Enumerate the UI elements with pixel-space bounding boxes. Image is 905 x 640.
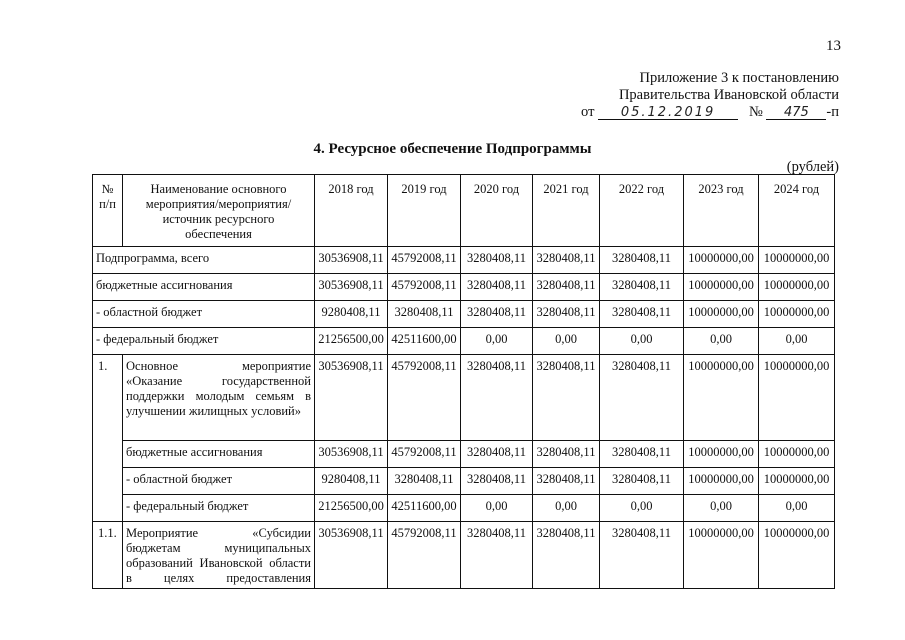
cell-value: 10000000,00 bbox=[684, 355, 759, 441]
header-2022: 2022 год bbox=[600, 175, 684, 247]
cell-value: 30536908,11 bbox=[315, 274, 388, 301]
cell-value: 3280408,11 bbox=[600, 441, 684, 468]
table-row bbox=[93, 301, 835, 328]
row-name: - федеральный бюджет bbox=[93, 328, 315, 355]
cell-value: 10000000,00 bbox=[759, 355, 835, 441]
number-suffix: -п bbox=[826, 104, 839, 120]
cell-value: 3280408,11 bbox=[533, 468, 600, 495]
cell-value: 3280408,11 bbox=[600, 301, 684, 328]
cell-value: 21256500,00 bbox=[315, 495, 388, 522]
header-number: № п/п bbox=[93, 175, 123, 247]
cell-value: 30536908,11 bbox=[315, 522, 388, 589]
header-2020: 2020 год bbox=[461, 175, 533, 247]
cell-value: 3280408,11 bbox=[600, 247, 684, 274]
cell-value: 3280408,11 bbox=[600, 468, 684, 495]
cell-value: 10000000,00 bbox=[759, 274, 835, 301]
cell-value: 3280408,11 bbox=[461, 468, 533, 495]
cell-value: 45792008,11 bbox=[388, 522, 461, 589]
header-2018: 2018 год bbox=[315, 175, 388, 247]
row-name: - областной бюджет bbox=[93, 301, 315, 328]
cell-value: 3280408,11 bbox=[533, 274, 600, 301]
cell-value: 3280408,11 bbox=[461, 522, 533, 589]
cell-value: 30536908,11 bbox=[315, 247, 388, 274]
cell-value: 3280408,11 bbox=[388, 468, 461, 495]
cell-value: 10000000,00 bbox=[759, 247, 835, 274]
cell-value: 0,00 bbox=[684, 328, 759, 355]
cell-value: 0,00 bbox=[533, 495, 600, 522]
cell-value: 42511600,00 bbox=[388, 328, 461, 355]
header-name: Наименование основного мероприятия/мероприятия/ источник ресурсного обеспечения bbox=[123, 175, 315, 247]
row-name: бюджетные ассигнования bbox=[93, 274, 315, 301]
cell-value: 45792008,11 bbox=[388, 355, 461, 441]
cell-value: 9280408,11 bbox=[315, 301, 388, 328]
cell-value: 3280408,11 bbox=[533, 247, 600, 274]
decree-reference bbox=[581, 104, 839, 121]
cell-value: 10000000,00 bbox=[759, 441, 835, 468]
header-2021: 2021 год bbox=[533, 175, 600, 247]
cell-value: 0,00 bbox=[461, 495, 533, 522]
cell-value: 10000000,00 bbox=[684, 441, 759, 468]
cell-value: 0,00 bbox=[461, 328, 533, 355]
table-row bbox=[93, 441, 835, 468]
cell-value: 3280408,11 bbox=[461, 355, 533, 441]
cell-value: 10000000,00 bbox=[684, 468, 759, 495]
cell-value: 3280408,11 bbox=[461, 247, 533, 274]
cell-value: 3280408,11 bbox=[533, 355, 600, 441]
cell-value: 0,00 bbox=[600, 328, 684, 355]
cell-value: 45792008,11 bbox=[388, 274, 461, 301]
cell-value: 10000000,00 bbox=[684, 301, 759, 328]
cell-value: 3280408,11 bbox=[461, 274, 533, 301]
cell-value: 3280408,11 bbox=[461, 301, 533, 328]
table-row bbox=[93, 355, 835, 441]
ot-label: от bbox=[581, 104, 595, 120]
cell-value: 3280408,11 bbox=[388, 301, 461, 328]
table-header-row bbox=[93, 175, 835, 247]
header-2024: 2024 год bbox=[759, 175, 835, 247]
cell-value: 45792008,11 bbox=[388, 247, 461, 274]
header-2023: 2023 год bbox=[684, 175, 759, 247]
appendix-line-2: Правительства Ивановской области bbox=[618, 87, 839, 103]
cell-value: 3280408,11 bbox=[533, 441, 600, 468]
handwritten-date: 05.12.2019 bbox=[598, 106, 738, 120]
cell-value: 0,00 bbox=[759, 495, 835, 522]
cell-value: 30536908,11 bbox=[315, 355, 388, 441]
number-label: № bbox=[748, 104, 763, 120]
table-row bbox=[93, 328, 835, 355]
cell-value: 10000000,00 bbox=[684, 247, 759, 274]
cell-value: 3280408,11 bbox=[600, 522, 684, 589]
cell-value: 0,00 bbox=[600, 495, 684, 522]
page-number: 13 bbox=[826, 38, 841, 54]
appendix-line-1: Приложение 3 к постановлению bbox=[639, 70, 839, 86]
header-2019: 2019 год bbox=[388, 175, 461, 247]
cell-value: 0,00 bbox=[533, 328, 600, 355]
cell-value: 0,00 bbox=[759, 328, 835, 355]
table-row bbox=[93, 274, 835, 301]
table-row bbox=[93, 247, 835, 274]
table-row bbox=[93, 495, 835, 522]
section-title: 4. Ресурсное обеспечение Подпрограммы bbox=[313, 141, 592, 157]
row-name: бюджетные ассигнования bbox=[123, 441, 315, 468]
cell-value: 0,00 bbox=[684, 495, 759, 522]
row-index: 1. bbox=[93, 355, 123, 522]
row-name: - федеральный бюджет bbox=[123, 495, 315, 522]
table-row bbox=[93, 468, 835, 495]
cell-value: 3280408,11 bbox=[600, 274, 684, 301]
resource-table bbox=[92, 174, 835, 589]
cell-value: 9280408,11 bbox=[315, 468, 388, 495]
cell-value: 10000000,00 bbox=[684, 274, 759, 301]
row-index: 1.1. bbox=[93, 522, 123, 589]
cell-value: 42511600,00 bbox=[388, 495, 461, 522]
cell-value: 10000000,00 bbox=[759, 468, 835, 495]
cell-value: 30536908,11 bbox=[315, 441, 388, 468]
cell-value: 21256500,00 bbox=[315, 328, 388, 355]
row-name: Подпрограмма, всего bbox=[93, 247, 315, 274]
handwritten-number: 475 bbox=[766, 106, 826, 120]
cell-value: 3280408,11 bbox=[533, 522, 600, 589]
cell-value: 3280408,11 bbox=[461, 441, 533, 468]
table-row bbox=[93, 522, 835, 589]
units-label: (рублей) bbox=[786, 159, 839, 175]
cell-value: 3280408,11 bbox=[533, 301, 600, 328]
cell-value: 3280408,11 bbox=[600, 355, 684, 441]
row-name: Основное мероприятие «Оказание государственной поддержки молодым семьям в улучшении жилищных условий» bbox=[123, 355, 315, 441]
appendix-header bbox=[581, 70, 839, 121]
cell-value: 45792008,11 bbox=[388, 441, 461, 468]
cell-value: 10000000,00 bbox=[759, 522, 835, 589]
row-name: Мероприятие «Субсидии бюджетам муниципальных образований Ивановской области в целях предоставления bbox=[123, 522, 315, 589]
row-name: - областной бюджет bbox=[123, 468, 315, 495]
cell-value: 10000000,00 bbox=[684, 522, 759, 589]
cell-value: 10000000,00 bbox=[759, 301, 835, 328]
